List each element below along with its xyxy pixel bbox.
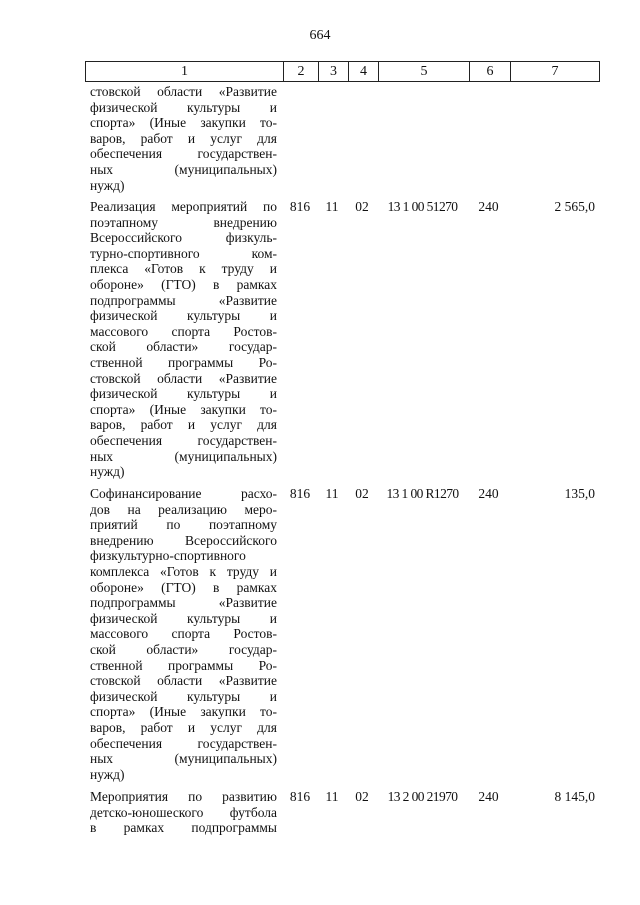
- description-line: Реализация мероприятий по: [90, 199, 277, 214]
- header-col-3: 3: [318, 62, 348, 81]
- section-code: 11: [325, 486, 339, 501]
- description-line: физической культуры и: [90, 386, 277, 402]
- description-line: поэтапному внедрению: [90, 214, 277, 230]
- row-description: [90, 199, 277, 480]
- description-line: нужд): [90, 177, 125, 193]
- description-line: Софинансирование расхо-: [90, 486, 277, 501]
- description-line: дов на реализацию меро-: [90, 501, 277, 517]
- description-line: комплекса «Готов к труду и: [90, 563, 277, 579]
- description-line: ственной программы Ро-: [90, 657, 277, 673]
- description-line: физической культуры и: [90, 688, 277, 704]
- description-line: спорта» (Иные закупки то-: [90, 704, 277, 720]
- description-line: варов, работ и услуг для: [90, 719, 277, 735]
- header-col-2: 2: [283, 62, 318, 81]
- description-line: нужд): [90, 766, 125, 782]
- header-col-4: 4: [348, 62, 378, 81]
- description-line: детско-юношеского футбола: [90, 804, 277, 820]
- row-description: [90, 486, 277, 782]
- description-line: спорта» (Иные закупки то-: [90, 115, 277, 131]
- description-line: обеспечения государствен-: [90, 146, 277, 162]
- description-line: обороне» (ГТО) в рамках: [90, 579, 277, 595]
- description-line: подпрограммы «Развитие: [90, 292, 277, 308]
- description-line: ных (муниципальных): [90, 751, 277, 767]
- expense-type-code: 240: [478, 789, 499, 804]
- header-col-5: 5: [378, 62, 469, 81]
- ministry-code: 816: [289, 486, 311, 501]
- description-line: физической культуры и: [90, 308, 277, 324]
- amount-value: 135,0: [564, 486, 595, 501]
- description-line: ных (муниципальных): [90, 161, 277, 177]
- header-col-7: 7: [510, 62, 599, 81]
- description-line: обеспечения государствен-: [90, 432, 277, 448]
- description-line: ской области» государ-: [90, 339, 277, 355]
- description-line: варов, работ и услуг для: [90, 130, 277, 146]
- description-line: ных (муниципальных): [90, 448, 277, 464]
- description-line: Всероссийского физкуль-: [90, 230, 277, 246]
- target-article-code: 13 1 00 51270: [387, 199, 458, 214]
- description-line: спорта» (Иные закупки то-: [90, 401, 277, 417]
- amount-value: 2 565,0: [554, 199, 595, 214]
- description-line: ской области» государ-: [90, 641, 277, 657]
- description-line: плекса «Готов к труду и: [90, 261, 277, 277]
- description-line: ственной программы Ро-: [90, 354, 277, 370]
- row-description: [90, 789, 277, 836]
- description-line: в рамках подпрограммы: [90, 820, 277, 836]
- description-line: стовской области «Развитие: [90, 673, 277, 689]
- subsection-code: 02: [355, 199, 369, 214]
- expense-type-code: 240: [478, 199, 499, 214]
- description-line: стовской области «Развитие: [90, 370, 277, 386]
- description-line: подпрограммы «Развитие: [90, 595, 277, 611]
- description-line: физкультурно-спортивного: [90, 548, 246, 564]
- description-line: Мероприятия по развитию: [90, 789, 277, 804]
- description-line: физической культуры и: [90, 610, 277, 626]
- description-line: массового спорта Ростов-: [90, 323, 277, 339]
- description-line: стовской области «Развитие: [90, 84, 277, 99]
- description-line: варов, работ и услуг для: [90, 417, 277, 433]
- description-line: приятий по поэтапному: [90, 517, 277, 533]
- description-line: внедрению Всероссийского: [90, 532, 277, 548]
- expense-type-code: 240: [478, 486, 499, 501]
- target-article-code: 13 2 00 21970: [387, 789, 458, 804]
- header-col-1: 1: [181, 64, 188, 79]
- description-line: турно-спортивного ком-: [90, 245, 277, 261]
- amount-value: 8 145,0: [554, 789, 595, 804]
- table-header-row: [85, 61, 600, 82]
- subsection-code: 02: [355, 486, 369, 501]
- section-code: 11: [325, 199, 339, 214]
- ministry-code: 816: [289, 199, 311, 214]
- header-col-6: 6: [469, 62, 510, 81]
- description-line: обороне» (ГТО) в рамках: [90, 276, 277, 292]
- ministry-code: 816: [289, 789, 311, 804]
- description-line: обеспечения государствен-: [90, 735, 277, 751]
- row-description: [90, 84, 277, 193]
- description-line: нужд): [90, 464, 125, 480]
- description-line: физической культуры и: [90, 99, 277, 115]
- description-line: массового спорта Ростов-: [90, 626, 277, 642]
- section-code: 11: [325, 789, 339, 804]
- target-article-code: 13 1 00 R1270: [386, 486, 459, 501]
- page-number: 664: [309, 28, 331, 43]
- subsection-code: 02: [355, 789, 369, 804]
